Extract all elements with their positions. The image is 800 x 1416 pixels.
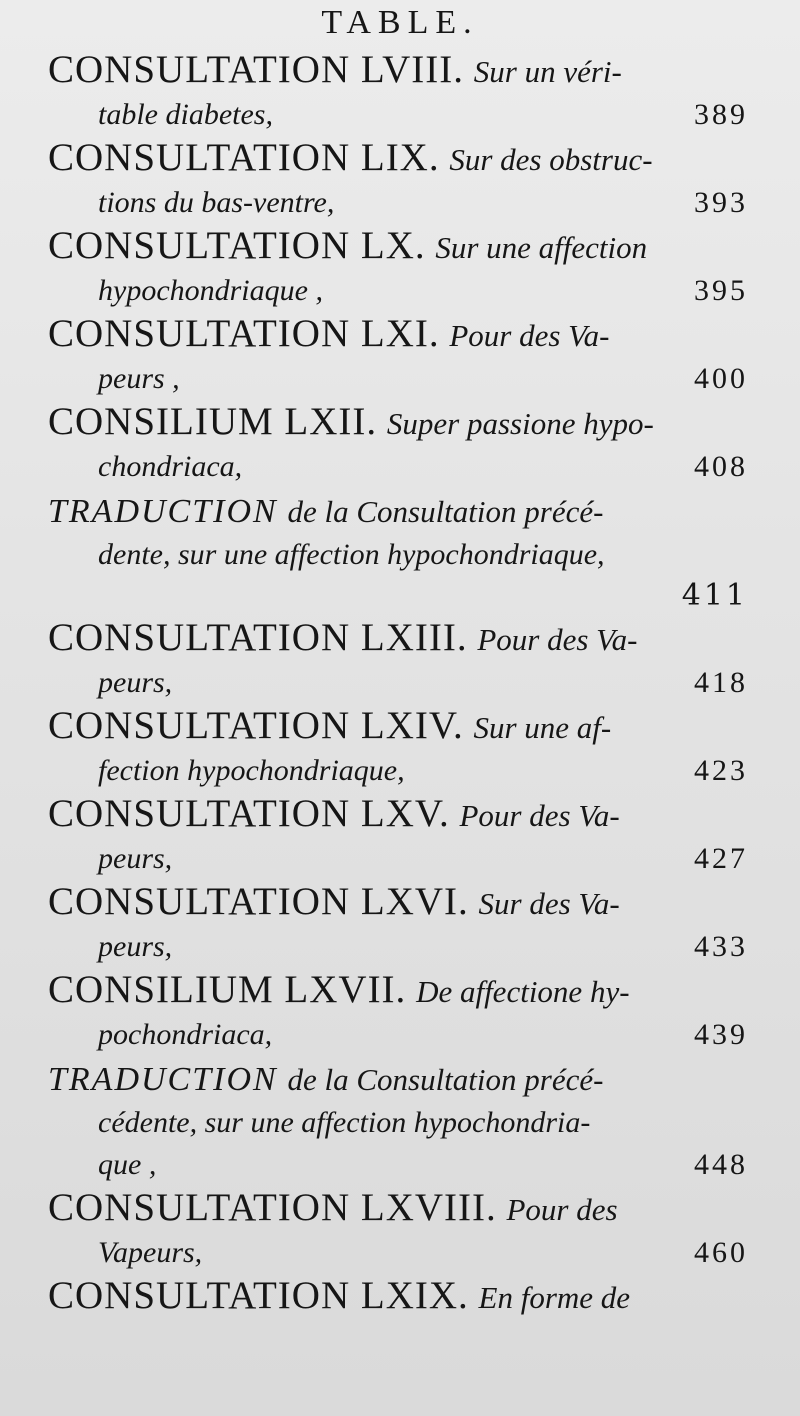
toc-entry: [48, 400, 748, 488]
entry-heading: CONSULTATION LXIV.: [48, 704, 464, 747]
toc-entry: [48, 224, 748, 312]
toc-entry: [48, 968, 748, 1056]
entry-continuation: peurs,: [98, 666, 173, 699]
toc-entry: [48, 488, 748, 616]
entry-continuation: cédente, sur une affection hypochondria-: [98, 1106, 591, 1139]
page-number: 395: [694, 274, 748, 307]
toc-entry: [48, 312, 748, 400]
entry-continuation: table diabetes,: [98, 98, 273, 131]
entry-heading: CONSILIUM LXVII.: [48, 968, 407, 1011]
toc-entry: [48, 48, 748, 136]
entry-description: Sur des obstruc-: [449, 142, 653, 177]
entry-description: de la Consultation précé-: [287, 1062, 604, 1097]
entry-continuation: fection hypochondriaque,: [98, 754, 405, 787]
toc-entry: [48, 1186, 748, 1274]
entry-continuation: peurs,: [98, 930, 173, 963]
entry-description: Pour des Va-: [477, 622, 638, 657]
entry-continuation: pochondriaca,: [98, 1018, 273, 1051]
entry-description: Pour des Va-: [449, 318, 610, 353]
entry-heading: TRADUCTION: [48, 1061, 278, 1098]
entry-heading: CONSULTATION LVIII.: [48, 48, 464, 91]
page-title: TABLE.: [321, 4, 479, 41]
page-number: 433: [694, 930, 748, 963]
page-number: 411: [681, 578, 748, 613]
entry-description: Pour des: [506, 1192, 618, 1227]
toc-entry: [48, 1056, 748, 1186]
page-number: 400: [694, 362, 748, 395]
entry-description: En forme de: [478, 1280, 631, 1315]
entry-heading: CONSULTATION LXVIII.: [48, 1186, 497, 1229]
entry-continuation: que ,: [98, 1148, 157, 1181]
page-number: 427: [694, 842, 748, 875]
entry-continuation: dente, sur une affection hypochondriaque,: [98, 538, 605, 571]
page-number: 439: [694, 1018, 748, 1051]
entry-description: Pour des Va-: [459, 798, 620, 833]
entry-continuation: peurs ,: [98, 362, 180, 395]
page-number: 423: [694, 754, 748, 787]
entry-description: De affectione hy-: [416, 974, 630, 1009]
toc-entry: [48, 136, 748, 224]
entry-heading: CONSULTATION LXV.: [48, 792, 450, 835]
entry-heading: CONSULTATION LXVI.: [48, 880, 469, 923]
entry-continuation: hypochondriaque ,: [98, 274, 323, 307]
entry-continuation: tions du bas-ventre,: [98, 186, 335, 219]
page-number: 408: [694, 450, 748, 483]
entry-description: Sur une af-: [473, 710, 612, 745]
entry-description: Sur un véri-: [473, 54, 622, 89]
entry-heading: CONSULTATION LXIII.: [48, 616, 468, 659]
entry-continuation: chondriaca,: [98, 450, 243, 483]
toc-entry: [48, 792, 748, 880]
entry-heading: CONSULTATION LIX.: [48, 136, 440, 179]
page-number: 460: [694, 1236, 748, 1269]
page-number: 448: [694, 1148, 748, 1181]
entry-description: de la Consultation précé-: [287, 494, 604, 529]
page-number: 393: [694, 186, 748, 219]
entry-description: Super passione hypo-: [386, 406, 654, 441]
toc-entry: [48, 616, 748, 704]
entry-heading: CONSULTATION LXI.: [48, 312, 440, 355]
page-number: 418: [694, 666, 748, 699]
entry-heading: CONSULTATION LX.: [48, 224, 426, 267]
page-number: 389: [694, 98, 748, 131]
table-of-contents: [48, 48, 748, 1320]
toc-entry: [48, 880, 748, 968]
entry-description: Sur une affection: [435, 230, 648, 265]
entry-continuation: Vapeurs,: [98, 1236, 203, 1269]
entry-continuation: peurs,: [98, 842, 173, 875]
entry-heading: TRADUCTION: [48, 493, 278, 530]
entry-heading: CONSULTATION LXIX.: [48, 1274, 469, 1317]
entry-description: Sur des Va-: [478, 886, 620, 921]
entry-heading: CONSILIUM LXII.: [48, 400, 378, 443]
toc-entry: [48, 704, 748, 792]
toc-entry: [48, 1274, 748, 1320]
